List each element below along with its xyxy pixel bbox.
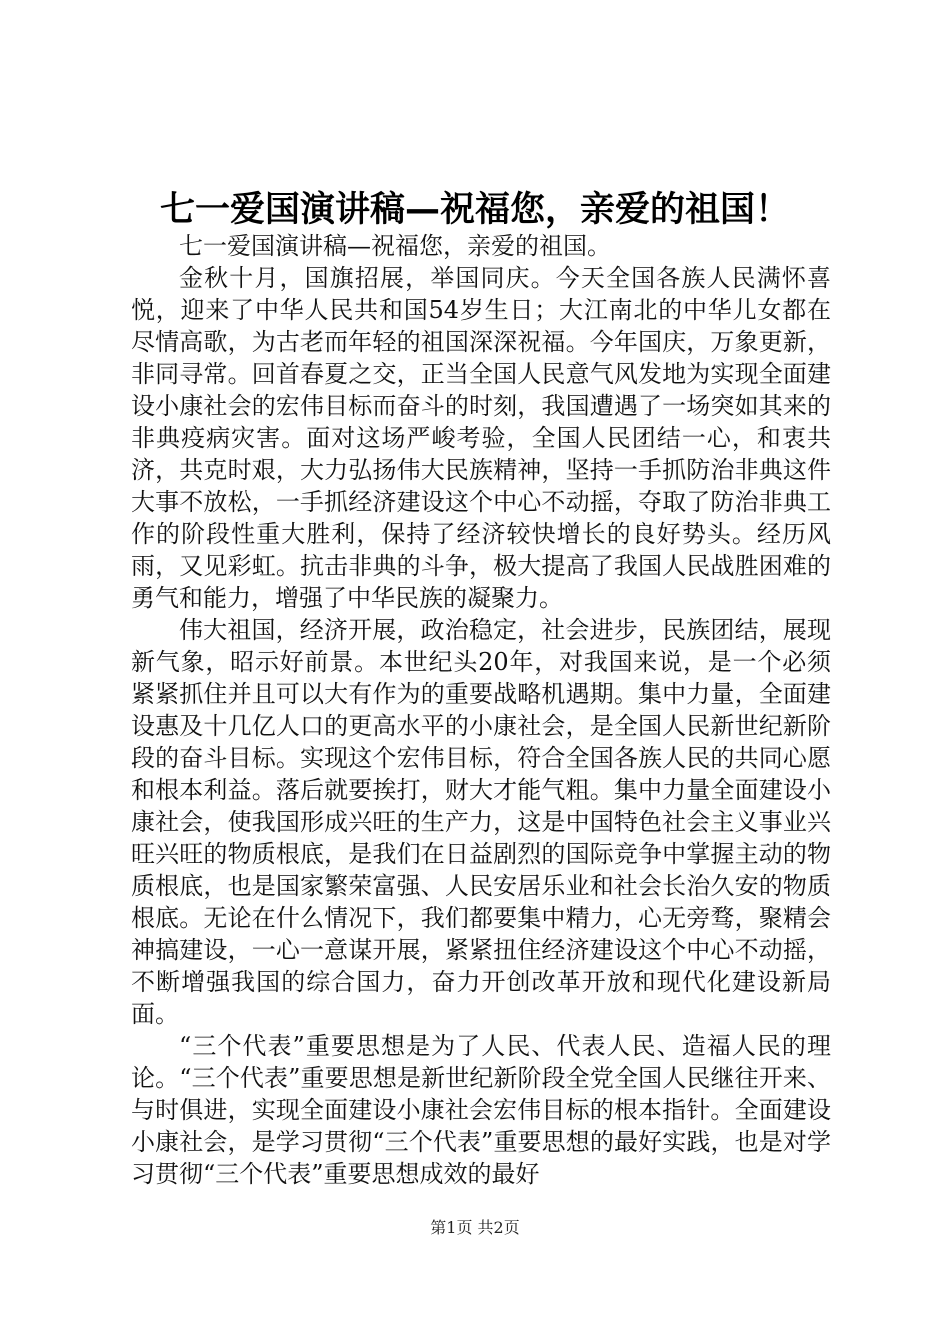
document-body [131,230,831,1190]
paragraph: 伟大祖国，经济开展，政治稳定，社会进步，民族团结，展现新气象，昭示好前景。本世纪头20年，对我国来说，是一个必须紧紧抓住并且可以大有作为的重要战略机遇期。集中力量，全面建设惠及十几亿人口的更高水平的小康社会，是全国人民新世纪新阶段的奋斗目标。实现这个宏伟目标，符合全国各族人民的共同心愿和根本利益。落后就要挨打，财大才能气粗。集中力量全面建设小康社会，使我国形成兴旺的生产力，这是中国特色社会主义事业兴旺兴旺的物质根底，是我们在日益剧烈的国际竞争中掌握主动的物质根底，也是国家繁荣富强、人民安居乐业和社会长治久安的物质根底。无论在什么情况下，我们都要集中精力，心无旁骛，聚精会神搞建设，一心一意谋开展，紧紧扭住经济建设这个中心不动摇，不断增强我国的综合国力，奋力开创改革开放和现代化建设新局面。 [131,616,831,1028]
paragraph: “三个代表”重要思想是为了人民、代表人民、造福人民的理论。“三个代表”重要思想是新世纪新阶段全党全国人民继往开来、与时俱进，实现全面建设小康社会宏伟目标的根本指针。全面建设小康社会，是学习贯彻“三个代表”重要思想的最好实践，也是对学习贯彻“三个代表”重要思想成效的最好 [131,1032,831,1188]
page-number: 第1页 共2页 [430,1218,520,1237]
paragraph: 七一爱国演讲稿—祝福您，亲爱的祖国。 [179,232,611,260]
paragraph: 金秋十月，国旗招展，举国同庆。今天全国各族人民满怀喜悦，迎来了中华人民共和国54岁生日；大江南北的中华儿女都在尽情高歌，为古老而年轻的祖国深深祝福。今年国庆，万象更新，非同寻常。回首春夏之交，正当全国人民意气风发地为实现全面建设小康社会的宏伟目标而奋斗的时刻，我国遭遇了一场突如其来的非典疫病灾害。面对这场严峻考验，全国人民团结一心，和衷共济，共克时艰，大力弘扬伟大民族精神，坚持一手抓防治非典这件大事不放松，一手抓经济建设这个中心不动摇，夺取了防治非典工作的阶段性重大胜利，保持了经济较快增长的良好势头。经历风雨，又见彩虹。抗击非典的斗争，极大提高了我国人民战胜困难的勇气和能力，增强了中华民族的凝聚力。 [131,264,831,612]
document-title: 七一爱国演讲稿—祝福您，亲爱的祖国！ [159,190,790,230]
